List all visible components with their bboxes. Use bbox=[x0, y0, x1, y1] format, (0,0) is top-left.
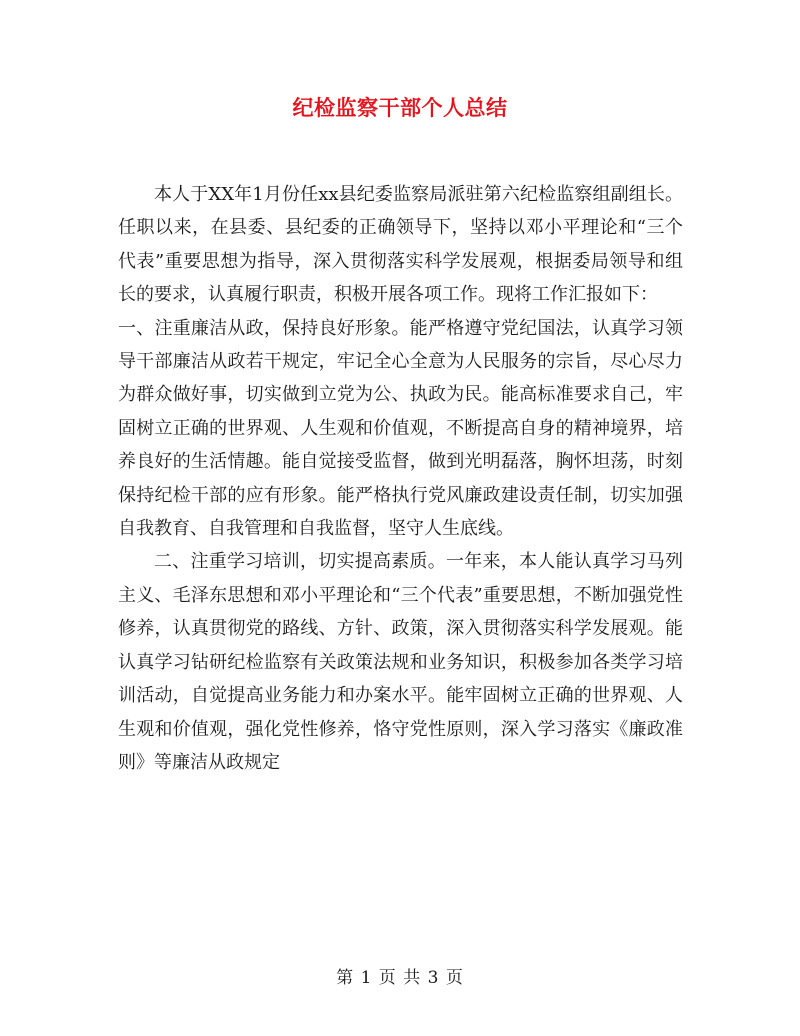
paragraph-intro: 本人于XX年1月份任xx县纪委监察局派驻第六纪检监察组副组长。任职以来，在县委、县纪委的正确领导下，坚持以邓小平理论和“三个代表”重要思想为指导，深入贯彻落实科学发展观，根据委局领导和组长的要求，认真履行职责，积极开展各项工作。现将工作汇报如下： bbox=[118, 184, 683, 306]
page-number-footer: 第 1 页 共 3 页 bbox=[336, 968, 464, 988]
document-body bbox=[118, 178, 683, 779]
paragraph-section-2: 二、注重学习培训，切实提高素质。一年来，本人能认真学习马列主义、毛泽东思想和邓小平理论和“三个代表”重要思想，不断加强党性修养，认真贯彻党的路线、方针、政策，深入贯彻落实科学发展观。能认真学习钻研纪检监察有关政策法规和业务知识，积极参加各类学习培训活动，自觉提高业务能力和办案水平。能牢固树立正确的世界观、人生观和价值观，强化党性修养，恪守党性原则，深入学习落实《廉政准则》等廉洁从政规定 bbox=[118, 551, 683, 773]
paragraph-section-1: 一、注重廉洁从政，保持良好形象。能严格遵守党纪国法，认真学习领导干部廉洁从政若干规定，牢记全心全意为人民服务的宗旨，尽心尽力为群众做好事，切实做到立党为公、执政为民。能高标准要求自己，牢固树立正确的世界观、人生观和价值观，不断提高自身的精神境界，培养良好的生活情趣。能自觉接受监督，做到光明磊落，胸怀坦荡，时刻保持纪检干部的应有形象。能严格执行党风廉政建设责任制，切实加强自我教育、自我管理和自我监督，坚守人生底线。 bbox=[118, 317, 683, 540]
document-title: 纪检监察干部个人总结 bbox=[292, 95, 508, 120]
